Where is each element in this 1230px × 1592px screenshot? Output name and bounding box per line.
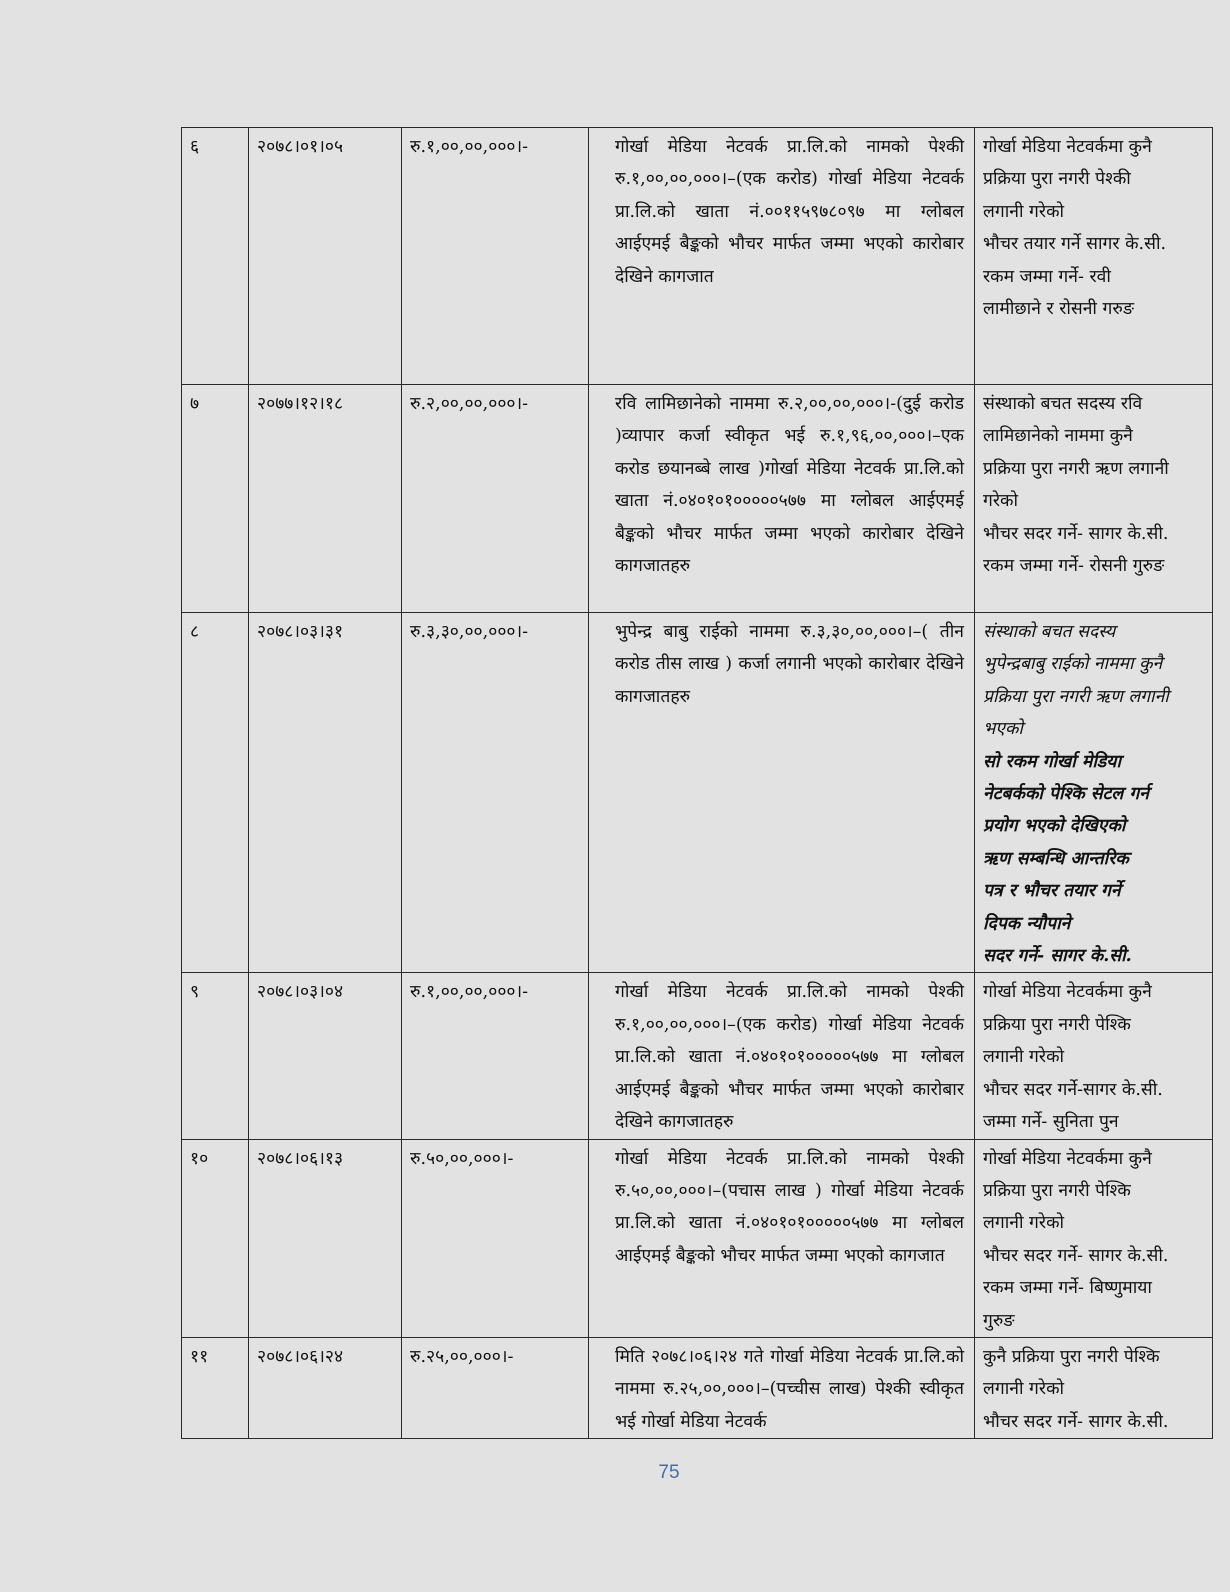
description-cell: गोर्खा मेडिया नेटवर्क प्रा.लि.को नामको पेश्की रु.१,००,००,०००।–(एक करोड) गोर्खा मेडिया नेटवर्क प्रा.लि.को खाता नं.०४०१०१०००००५७७ मा ग्लोबल आईएमई बैङ्कको भौचर मार्फत जम्मा भएको कारोबार देखिने कागजातहरु — [589, 973, 975, 1139]
remarks-cell — [975, 1337, 1213, 1438]
date-cell: २०७८।०६।१३ — [249, 1139, 402, 1337]
remarks-line: गोर्खा मेडिया नेटवर्कमा कुनै — [983, 137, 1152, 157]
remarks-line: प्रक्रिया पुरा नगरी पेश्की — [983, 169, 1131, 190]
date-cell: २०७८।०१।०५ — [249, 128, 402, 385]
date-cell: २०७७।१२।१८ — [249, 385, 402, 613]
remarks-cell — [975, 613, 1213, 973]
table-row — [182, 613, 1213, 973]
date-cell: २०७८।०३।०४ — [249, 973, 402, 1139]
remarks-line: प्रक्रिया पुरा नगरी पेश्कि — [983, 1014, 1131, 1035]
remarks-line: प्रक्रिया पुरा नगरी पेश्कि — [983, 1180, 1131, 1201]
remarks-cell — [975, 1139, 1213, 1337]
amount-cell: रु.३,३०,००,०००।- — [402, 613, 589, 973]
serial-number-cell: ९ — [182, 973, 249, 1139]
description-cell: गोर्खा मेडिया नेटवर्क प्रा.लि.को नामको पेश्की रु.५०,००,०००।–(पचास लाख ) गोर्खा मेडिया नेटवर्क प्रा.लि.को खाता नं.०४०१०१०००००५७७ मा ग्लोबल आईएमई बैङ्कको भौचर मार्फत जम्मा भएको कागजात — [589, 1139, 975, 1337]
remarks-line: लामिछानेको नाममा कुनै — [983, 426, 1133, 447]
remarks-cell — [975, 128, 1213, 385]
remarks-line: रकम जम्मा गर्ने- रवी — [983, 266, 1111, 287]
serial-number-cell: १० — [182, 1139, 249, 1337]
page-number: 75 — [658, 1462, 680, 1483]
table-row — [182, 385, 1213, 613]
remarks-line: रकम जम्मा गर्ने- रोसनी गुरुङ — [983, 556, 1165, 577]
remarks-line: रकम जम्मा गर्ने- बिष्णुमाया — [983, 1278, 1152, 1299]
remarks-line: गोर्खा मेडिया नेटवर्कमा कुनै — [983, 1148, 1152, 1169]
remarks-line: लगानी गरेको — [983, 1379, 1065, 1400]
description-cell: मिति २०७८।०६।२४ गते गोर्खा मेडिया नेटवर्क प्रा.लि.को नाममा रु.२५,००,०००।–(पच्चीस लाख) पेश्की स्वीकृत भई गोर्खा मेडिया नेटवर्क — [589, 1337, 975, 1438]
table-row — [182, 1337, 1213, 1438]
remarks-line: गरेको — [983, 491, 1018, 512]
amount-cell: रु.१,००,००,०००।- — [402, 128, 589, 385]
remarks-emphasis-line: ऋण सम्बन्धि आन्तरिक — [983, 848, 1129, 869]
remarks-line: संस्थाको बचत सदस्य — [983, 622, 1116, 642]
amount-cell: रु.२,००,००,०००।- — [402, 385, 589, 613]
remarks-emphasis-line: दिपक न्यौपाने — [983, 913, 1071, 934]
remarks-emphasis-line: सो रकम गोर्खा मेडिया — [983, 751, 1121, 772]
remarks-line: लगानी गरेको — [983, 201, 1065, 222]
remarks-line: भौचर सदर गर्ने- सागर के.सी. — [983, 1245, 1169, 1266]
remarks-emphasis-line: सदर गर्ने- सागर के.सी. — [983, 946, 1132, 967]
serial-number-cell: ६ — [182, 128, 249, 385]
amount-cell: रु.२५,००,०००।- — [402, 1337, 589, 1438]
table-row — [182, 973, 1213, 1139]
remarks-line: भौचर सदर गर्ने- सागर के.सी. — [983, 523, 1169, 544]
remarks-line: गोर्खा मेडिया नेटवर्कमा कुनै — [983, 982, 1152, 1003]
table-row — [182, 1139, 1213, 1337]
remarks-line: प्रक्रिया पुरा नगरी ऋण लगानी — [983, 458, 1169, 479]
remarks-emphasis-line: नेटबर्कको पेश्कि सेटल गर्न — [983, 784, 1149, 805]
remarks-line: भएको — [983, 719, 1023, 740]
description-cell: भुपेन्द्र बाबु राईको नाममा रु.३,३०,००,०००।–( तीन करोड तीस लाख ) कर्जा लगानी भएको कारोबार देखिने कागजातहरु — [589, 613, 975, 973]
remarks-line: लगानी गरेको — [983, 1213, 1065, 1234]
remarks-emphasis-line: प्रयोग भएको देखिएको — [983, 816, 1126, 837]
remarks-line: भौचर सदर गर्ने- सागर के.सी. — [983, 1411, 1169, 1432]
description-cell: रवि लामिछानेको नाममा रु.२,००,००,०००।-(दुई करोड )व्यापार कर्जा स्वीकृत भई रु.१,९६,००,०००।–एक करोड छयानब्बे लाख )गोर्खा मेडिया नेटवर्क प्रा.लि.को खाता नं.०४०१०१०००००५७७ मा ग्लोबल आईएमई बैङ्कको भौचर मार्फत जम्मा भएको कारोबार देखिने कागजातहरु — [589, 385, 975, 613]
remarks-emphasis-line: पत्र र भौचर तयार गर्ने — [983, 881, 1121, 902]
table-row — [182, 128, 1213, 385]
remarks-line: कुनै प्रक्रिया पुरा नगरी पेश्कि — [983, 1346, 1160, 1367]
remarks-line: संस्थाको बचत सदस्य रवि — [983, 394, 1143, 414]
remarks-line: भौचर तयार गर्ने सागर के.सी. — [983, 234, 1167, 255]
amount-cell: रु.५०,००,०००।- — [402, 1139, 589, 1337]
remarks-line: भौचर सदर गर्ने-सागर के.सी. — [983, 1079, 1163, 1100]
remarks-cell — [975, 385, 1213, 613]
remarks-cell — [975, 973, 1213, 1139]
records-table — [181, 127, 1213, 1439]
serial-number-cell: ८ — [182, 613, 249, 973]
serial-number-cell: ७ — [182, 385, 249, 613]
remarks-line: भुपेन्द्रबाबु राईको नाममा कुनै — [983, 654, 1163, 675]
serial-number-cell: ११ — [182, 1337, 249, 1438]
remarks-line: लगानी गरेको — [983, 1047, 1065, 1068]
remarks-line: लामीछाने र रोसनी गरुङ — [983, 299, 1134, 320]
date-cell: २०७८।०३।३१ — [249, 613, 402, 973]
remarks-line: प्रक्रिया पुरा नगरी ऋण लगानी — [983, 686, 1169, 707]
amount-cell: रु.१,००,००,०००।- — [402, 973, 589, 1139]
remarks-line: गुरुङ — [983, 1310, 1015, 1331]
remarks-line: जम्मा गर्ने- सुनिता पुन — [983, 1112, 1119, 1133]
description-cell: गोर्खा मेडिया नेटवर्क प्रा.लि.को नामको पेश्की रु.१,००,००,०००।–(एक करोड) गोर्खा मेडिया नेटवर्क प्रा.लि.को खाता नं.००११५९७८०९७ मा ग्लोबल आईएमई बैङ्कको भौचर मार्फत जम्मा भएको कारोबार देखिने कागजात — [589, 128, 975, 385]
date-cell: २०७८।०६।२४ — [249, 1337, 402, 1438]
